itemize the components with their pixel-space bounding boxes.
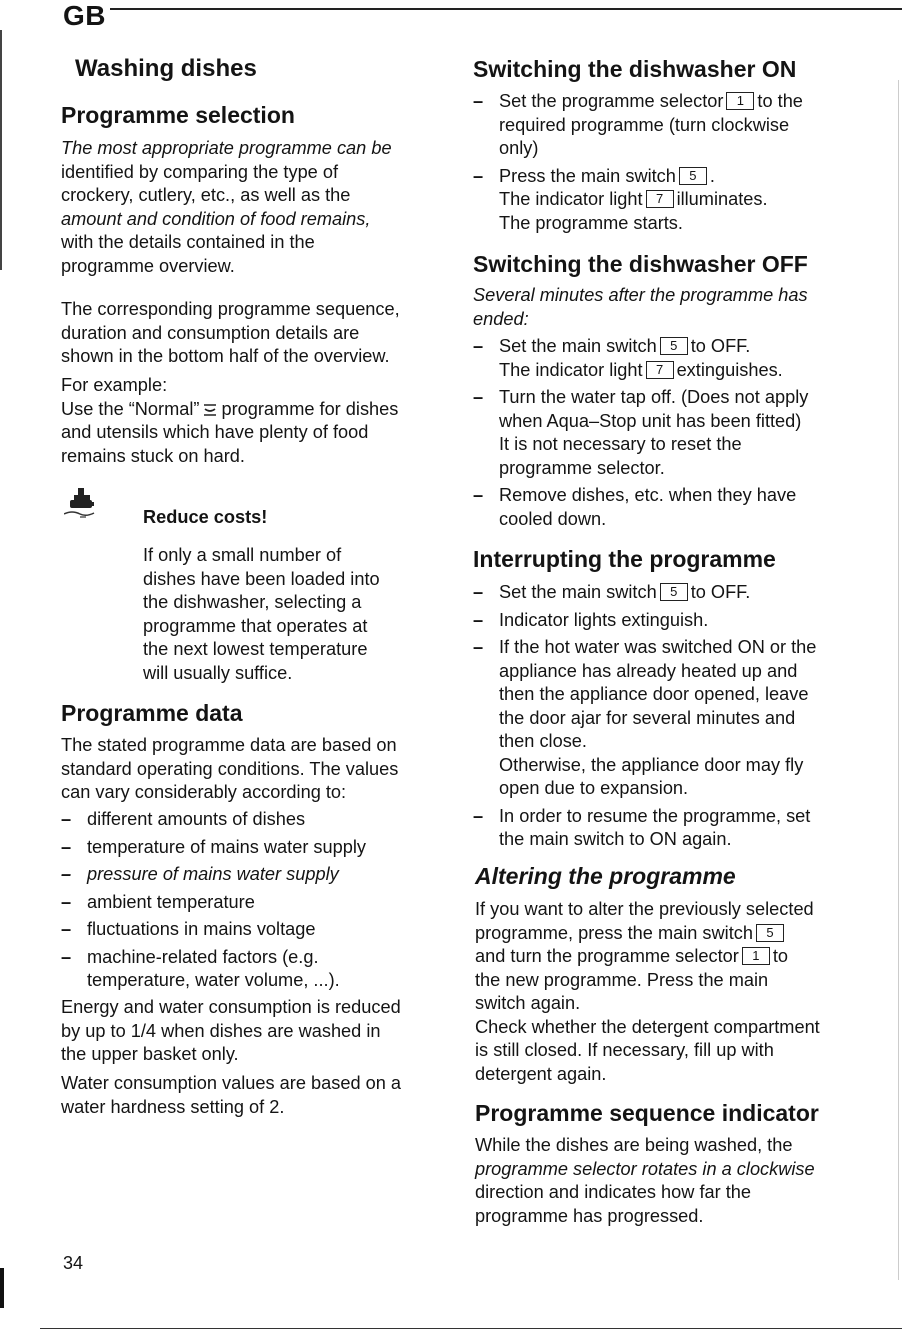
scan-edge-mark-right (898, 80, 899, 1280)
heading-interrupting: Interrupting the programme (473, 546, 776, 572)
list-item (473, 386, 808, 480)
control-number-box: 5 (756, 924, 784, 942)
scan-edge-mark-bottom (0, 1268, 4, 1308)
normal-programme-icon (203, 404, 217, 416)
text-line: the dishwasher, selecting a (143, 592, 362, 612)
text-fragment: the main switch to ON again. (499, 829, 732, 849)
text-fragment: appliance has already heated up and (499, 660, 798, 681)
heading-switching-on: Switching the dishwasher ON (473, 56, 797, 82)
text-fragment: Set the main switch (499, 582, 657, 602)
page-number: 34 (63, 1253, 84, 1273)
text-fragment: programme, press the main switch (475, 922, 753, 943)
text-fragment: to OFF. (690, 582, 751, 602)
sequence-text (475, 1134, 815, 1228)
heading-programme-data: Programme data (61, 700, 243, 726)
factor-continuation: temperature, water volume, ...). (87, 970, 340, 990)
corresponding-text (61, 298, 400, 369)
text-line: and utensils which have plenty of food (61, 422, 369, 442)
text-line (475, 945, 820, 969)
reduce-costs-title: Reduce costs! (143, 507, 268, 527)
text-line: the next lowest temperature (143, 639, 368, 659)
control-number-box: 1 (726, 92, 754, 110)
text-fragment: Remove dishes, etc. when they have (499, 485, 797, 505)
heading-programme-selection: Programme selection (61, 102, 295, 128)
text-line: crockery, cutlery, etc., as well as the (61, 185, 351, 205)
text-line (61, 398, 398, 422)
footer-rule (40, 1328, 902, 1329)
text-fragment: to OFF. (690, 336, 751, 356)
text-fragment: If the hot water was switched ON or the (499, 637, 817, 657)
list-item: – different amounts of dishes (61, 808, 366, 832)
text-line: programme overview. (61, 255, 235, 276)
text-line: amount and condition of food remains, (61, 208, 371, 229)
text-line: programme has progressed. (475, 1205, 704, 1226)
text-fragment: illuminates. (676, 189, 768, 209)
text-line: programme selector rotates in a clockwise (475, 1158, 815, 1179)
text-line: For example: (61, 375, 168, 395)
control-number-box: 5 (679, 167, 707, 185)
text-line: remains stuck on hard. (61, 445, 245, 466)
text-line: While the dishes are being washed, the (475, 1135, 793, 1155)
text-line: with the details contained in the (61, 232, 315, 252)
list-item: – Indicator lights extinguish. (473, 609, 816, 633)
text-fragment: In order to resume the programme, set (499, 805, 811, 826)
list-item: – fluctuations in mains voltage (61, 918, 366, 942)
text-line: If you want to alter the previously selected (475, 899, 814, 919)
control-number-box: 7 (646, 361, 674, 379)
text-line (475, 922, 820, 946)
programme-selection-text (61, 137, 392, 278)
switching-on-list (473, 90, 803, 239)
text-line: will usually suffice. (143, 662, 293, 683)
text-line: The most appropriate programme can be (61, 138, 392, 158)
control-number-box: 5 (660, 337, 688, 355)
text-line: identified by comparing the type of (61, 161, 339, 182)
heading-altering: Altering the programme (475, 863, 736, 889)
text-fragment: then the appliance door opened, leave (499, 684, 809, 704)
text-fragment: The indicator light (499, 359, 643, 380)
text-line: The stated programme data are based on (61, 735, 397, 755)
switching-off-list (473, 335, 808, 535)
text-fragment: Set the main switch (499, 336, 657, 356)
list-item: – machine-related factors (e.g. (61, 946, 366, 970)
water-text (61, 1072, 401, 1119)
text-fragment: required programme (turn clockwise (499, 114, 790, 135)
text-line: can vary considerably according to: (61, 782, 347, 802)
text-line: programme that operates at (143, 615, 368, 636)
text-line: water hardness setting of 2. (61, 1096, 285, 1117)
text-line: switch again. (475, 993, 581, 1013)
text-fragment: cooled down. (499, 508, 607, 529)
energy-text (61, 996, 401, 1067)
heading-sequence-indicator: Programme sequence indicator (475, 1100, 819, 1126)
text-fragment: open due to expansion. (499, 778, 689, 798)
text-line: by up to 1/4 when dishes are washed in (61, 1020, 381, 1041)
text-line: ended: (473, 308, 529, 329)
factor-list (61, 808, 366, 969)
text-fragment: The indicator light (499, 189, 643, 209)
text-fragment: Turn the water tap off. (Does not apply (499, 387, 809, 407)
text-line: shown in the bottom half of the overview. (61, 346, 390, 366)
interrupting-list (473, 581, 816, 856)
text-line: detergent again. (475, 1063, 607, 1084)
text-fragment: programme selector. (499, 457, 665, 478)
scan-edge-mark (0, 30, 2, 270)
list-item (473, 90, 803, 161)
altering-text (475, 898, 820, 1086)
cost-saving-tap-icon (64, 486, 102, 522)
list-item: – pressure of mains water supply (61, 863, 366, 887)
heading-switching-off: Switching the dishwasher OFF (473, 251, 808, 277)
switching-off-intro (473, 284, 808, 331)
text-line: standard operating conditions. The values (61, 758, 399, 779)
text-line: Water consumption values are based on a (61, 1073, 402, 1093)
list-item: – ambient temperature (61, 891, 366, 915)
section-title-washing-dishes: Washing dishes (75, 55, 257, 82)
control-number-box: 7 (646, 190, 674, 208)
text-fragment: the door ajar for several minutes and (499, 707, 796, 728)
list-item (473, 805, 816, 852)
text-fragment: Use the “Normal” (61, 398, 200, 419)
text-fragment: to (772, 946, 789, 966)
text-fragment: The programme starts. (499, 212, 683, 233)
control-number-box: 1 (742, 947, 770, 965)
header-rule (110, 8, 902, 10)
text-line: the new programme. Press the main (475, 969, 769, 990)
reduce-costs-text (143, 544, 380, 685)
text-fragment: extinguishes. (676, 359, 783, 380)
text-fragment: Set the programme selector (499, 91, 724, 111)
example-text (61, 374, 398, 468)
list-item (473, 484, 808, 531)
text-fragment: when Aqua–Stop unit has been fitted) (499, 410, 802, 431)
text-line: The corresponding programme sequence, (61, 299, 400, 319)
text-fragment: to the (757, 91, 803, 111)
text-line: is still closed. If necessary, fill up with (475, 1040, 774, 1060)
language-tag: GB (63, 0, 106, 31)
list-item (473, 335, 808, 382)
text-fragment: Press the main switch (499, 165, 676, 186)
programme-data-text (61, 734, 398, 805)
text-fragment: . (709, 165, 715, 186)
list-item (473, 581, 816, 605)
text-fragment: only) (499, 138, 539, 158)
text-line: Several minutes after the programme has (473, 285, 808, 305)
text-fragment: and turn the programme selector (475, 946, 739, 966)
text-line: the upper basket only. (61, 1044, 239, 1064)
list-item (473, 165, 803, 236)
text-line: direction and indicates how far the (475, 1182, 752, 1202)
control-number-box: 5 (660, 583, 688, 601)
text-fragment: Otherwise, the appliance door may fly (499, 754, 804, 775)
text-fragment: programme for dishes (221, 398, 399, 419)
list-item: – temperature of mains water supply (61, 836, 366, 860)
list-item (473, 636, 816, 801)
text-line: duration and consumption details are (61, 322, 360, 343)
text-line: dishes have been loaded into (143, 568, 380, 589)
text-fragment: then close. (499, 731, 587, 751)
text-line: If only a small number of (143, 545, 342, 565)
text-line: Check whether the detergent compartment (475, 1016, 820, 1037)
text-fragment: It is not necessary to reset the (499, 434, 742, 454)
text-line: Energy and water consumption is reduced (61, 997, 401, 1017)
